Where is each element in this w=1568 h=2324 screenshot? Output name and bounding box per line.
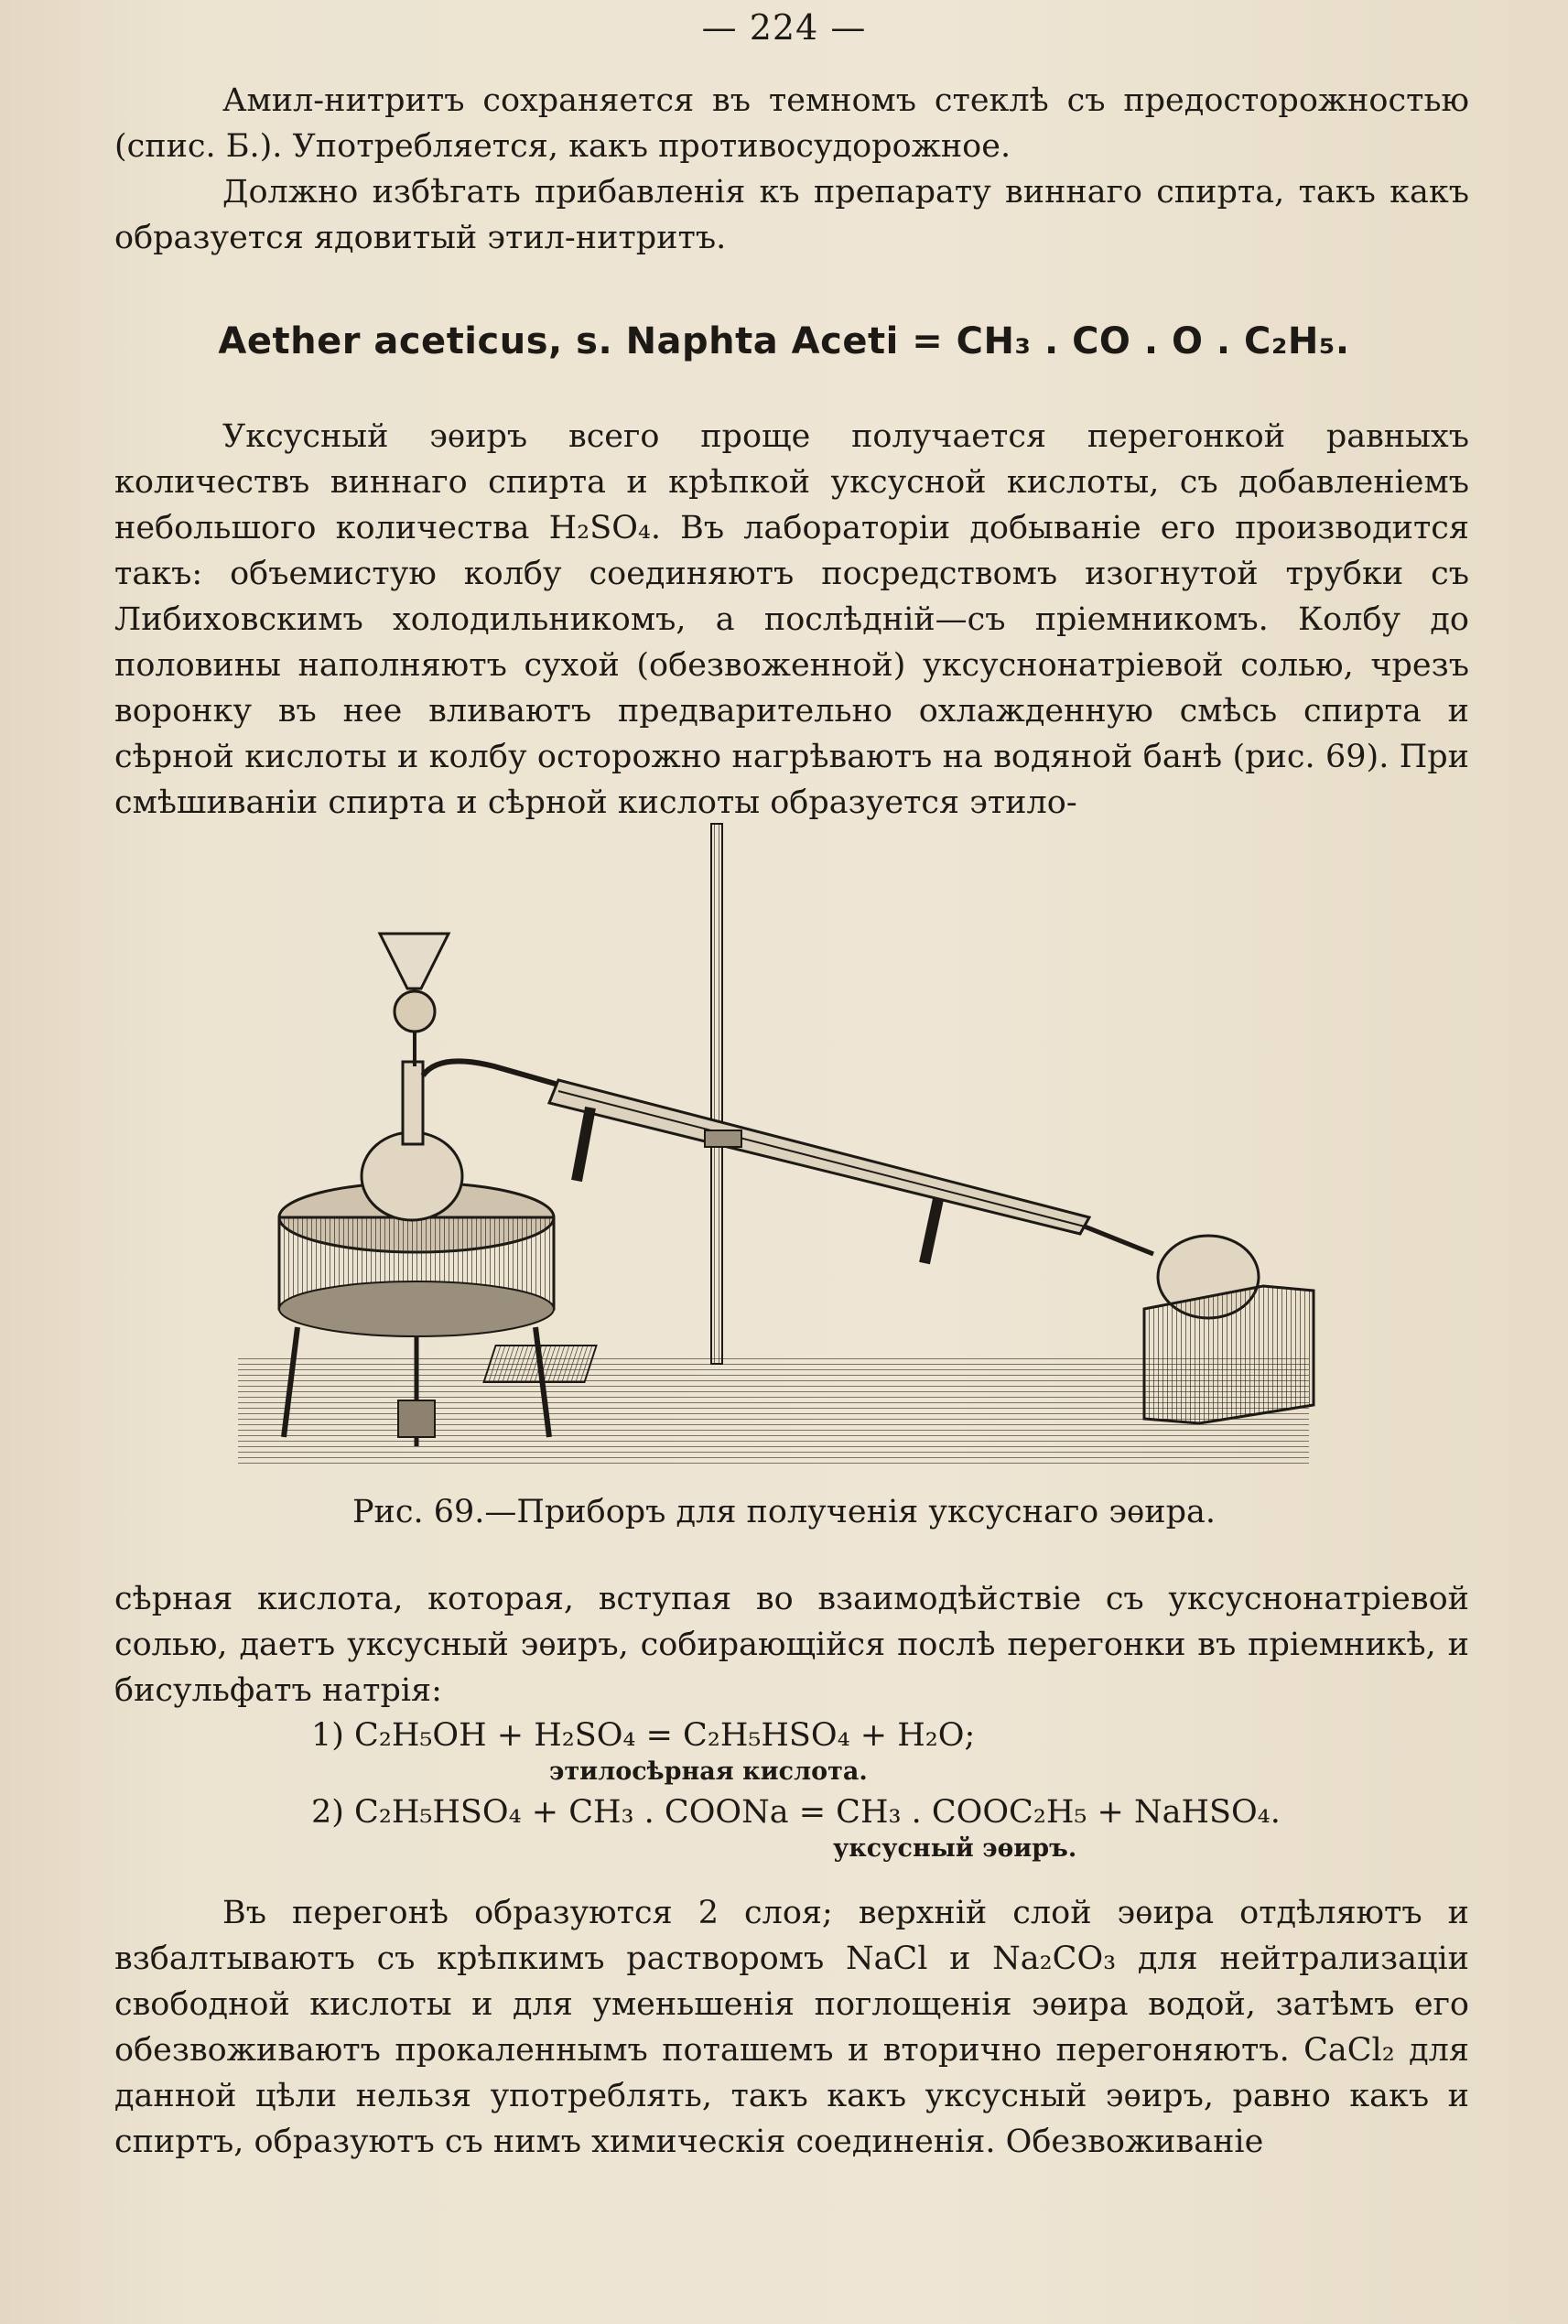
equation-note: этилосѣрная кислота. <box>549 1757 868 1786</box>
paragraph: Уксусный эѳиръ всего проще получается перегонкой равныхъ количествъ виннаго спирта и крѣпкой уксусной кислоты, съ добавленіемъ небольшого количества H₂SO₄. Въ лабораторіи добываніе его производится такъ: объемистую колбу соединяютъ посредствомъ изогнутой трубки съ Либиховскимъ холодильникомъ, а послѣдній—съ пріемникомъ. Колбу до половины наполняютъ сухой (обезвоженной) уксуснонатріевой солью, чрезъ воронку въ нее вливаютъ предварительно охлажденную смѣсь спирта и сѣрной кислоты и колбу осторожно нагрѣваютъ на водяной банѣ (рис. 69). При смѣшиваніи спирта и сѣрной кислоты образуется этило- <box>114 418 1469 821</box>
intro-text <box>114 78 1469 261</box>
liebig-condenser <box>549 1080 1089 1234</box>
equations <box>311 1714 1410 1868</box>
final-text <box>114 1890 1469 2165</box>
receiver-block <box>1144 1286 1314 1423</box>
paragraph: сѣрная кислота, которая, вступая во взаимодѣйствіе съ уксуснонатріевой солью, даетъ уксусный эѳиръ, собирающійся послѣ перегонки въ пріемникѣ, и бисульфатъ натрія: <box>114 1581 1469 1709</box>
equation: 1) C₂H₅OH + H₂SO₄ = C₂H₅HSO₄ + H₂O; <box>311 1717 976 1754</box>
page-number: — 224 — <box>701 7 867 48</box>
apparatus-illustration <box>229 815 1327 1483</box>
after-figure-text <box>114 1576 1469 1713</box>
main-text <box>114 414 1469 826</box>
dropping-funnel <box>380 934 449 989</box>
paragraph: Въ перегонѣ образуются 2 слоя; верхній слой эѳира отдѣляютъ и взбалтываютъ съ крѣпкимъ растворомъ NaCl и Na₂CO₃ для нейтрализаціи свободной кислоты и для уменьшенія поглощенія эѳира водой, затѣмъ его обезвоживаютъ прокаленнымъ поташемъ и вторично перегоняютъ. CaCl₂ для данной цѣли нельзя употреблять, такъ какъ уксусный эѳиръ, равно какъ и спиртъ, образуютъ съ нимъ химическія соединенія. Обезвоживаніе <box>114 1895 1469 2160</box>
equation-note: уксусный эѳиръ. <box>833 1834 1077 1863</box>
stand-rod <box>711 824 722 1364</box>
burner <box>398 1400 435 1437</box>
equation: 2) C₂H₅HSO₄ + CH₃ . COONa = CH₃ . COOC₂H₅ + NaHSO₄. <box>311 1794 1281 1831</box>
paragraph: Амил-нитритъ сохраняется въ темномъ стеклѣ съ предосторожностью (спис. Б.). Употребляется, какъ противосудорожное. <box>114 82 1469 165</box>
paragraph: Должно избѣгать прибавленія къ препарату виннаго спирта, такъ какъ образуется ядовитый этил-нитритъ. <box>114 174 1469 256</box>
bent-tube <box>423 1061 558 1085</box>
figure-caption: Рис. 69.—Приборъ для полученія уксуснаго эѳира. <box>351 1494 1217 1530</box>
section-heading: Aether aceticus, s. Naphta Aceti = CH₃ . CO . O . C₂H₅. <box>218 320 1350 362</box>
